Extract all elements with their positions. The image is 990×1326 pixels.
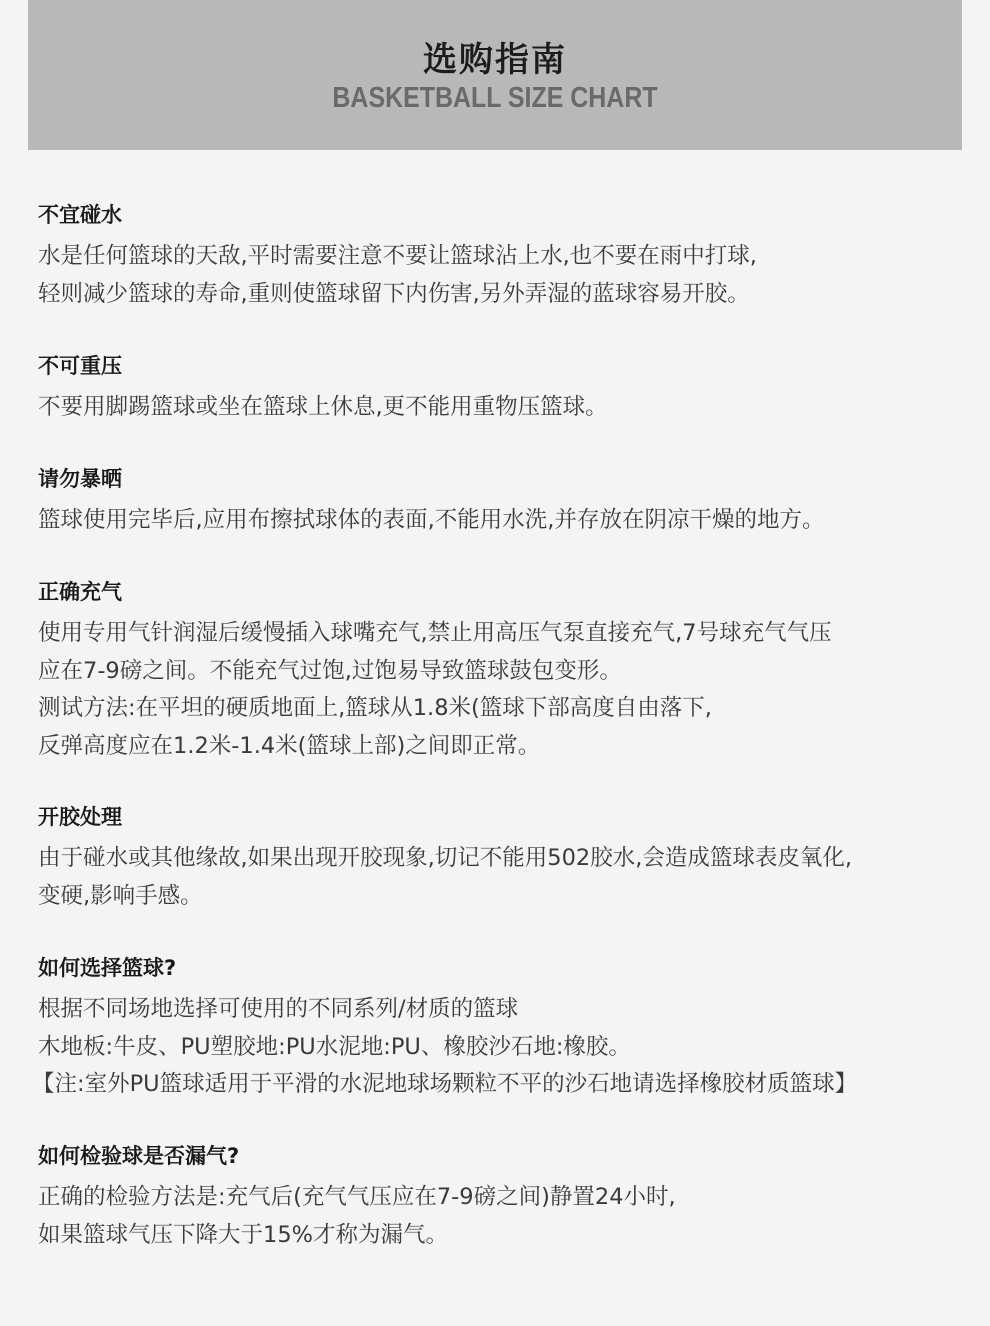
section-water <box>38 200 973 313</box>
section-text-line: 使用专用气针润湿后缓慢插入球嘴充气,禁止用高压气泵直接充气,7号球充气气压 <box>38 620 832 646</box>
section-pressure <box>38 351 973 427</box>
section-text-line: 不要用脚踢篮球或坐在篮球上休息,更不能用重物压篮球。 <box>38 394 608 420</box>
section-sun <box>38 464 973 540</box>
section-text-line: 轻则减少篮球的寿命,重则使篮球留下内伤害,另外弄湿的蓝球容易开胶。 <box>38 280 750 307</box>
section-text-line: 应在7-9磅之间。不能充气过饱,过饱易导致篮球鼓包变形。 <box>38 657 622 684</box>
section-inflation <box>38 577 973 765</box>
section-text-line: 测试方法:在平坦的硬质地面上,篮球从1.8米(篮球下部高度自由落下, <box>38 695 712 721</box>
section-text-line: 由于碰水或其他缘故,如果出现开胶现象,切记不能用502胶水,会造成篮球表皮氧化, <box>38 845 853 871</box>
section-title: 不可重压 <box>38 354 122 378</box>
section-text-line: 根据不同场地选择可使用的不同系列/材质的篮球 <box>38 996 519 1022</box>
section-text-line: 木地板:牛皮、PU塑胶地:PU水泥地:PU、橡胶沙石地:橡胶。 <box>38 1033 631 1060</box>
section-leak <box>38 1141 973 1254</box>
section-text-line: 反弹高度应在1.2米-1.4米(篮球上部)之间即正常。 <box>38 732 541 759</box>
page-subtitle: BASKETBALL SIZE CHART <box>332 82 658 114</box>
header-banner <box>28 0 962 150</box>
section-choose <box>32 953 973 1104</box>
section-glue <box>38 802 973 915</box>
section-text-line: 篮球使用完毕后,应用布擦拭球体的表面,不能用水洗,并存放在阴凉干燥的地方。 <box>38 507 825 533</box>
section-text-line: 变硬,影响手感。 <box>38 882 203 909</box>
page-title: 选购指南 <box>423 40 567 80</box>
section-title: 正确充气 <box>38 580 122 604</box>
section-title: 请勿暴晒 <box>38 467 122 491</box>
section-title: 如何选择篮球? <box>38 956 177 980</box>
section-text-line: 如果篮球气压下降大于15%才称为漏气。 <box>38 1221 449 1248</box>
section-title: 开胶处理 <box>38 805 122 829</box>
section-text-line: 正确的检验方法是:充气后(充气气压应在7-9磅之间)静置24小时, <box>38 1184 676 1210</box>
section-title: 不宜碰水 <box>38 203 122 227</box>
section-text-line: 水是任何篮球的天敌,平时需要注意不要让篮球沾上水,也不要在雨中打球, <box>38 243 757 269</box>
section-note-line: 【注:室外PU篮球适用于平滑的水泥地球场颗粒不平的沙石地请选择橡胶材质篮球】 <box>32 1071 858 1097</box>
section-title: 如何检验球是否漏气? <box>38 1144 240 1168</box>
